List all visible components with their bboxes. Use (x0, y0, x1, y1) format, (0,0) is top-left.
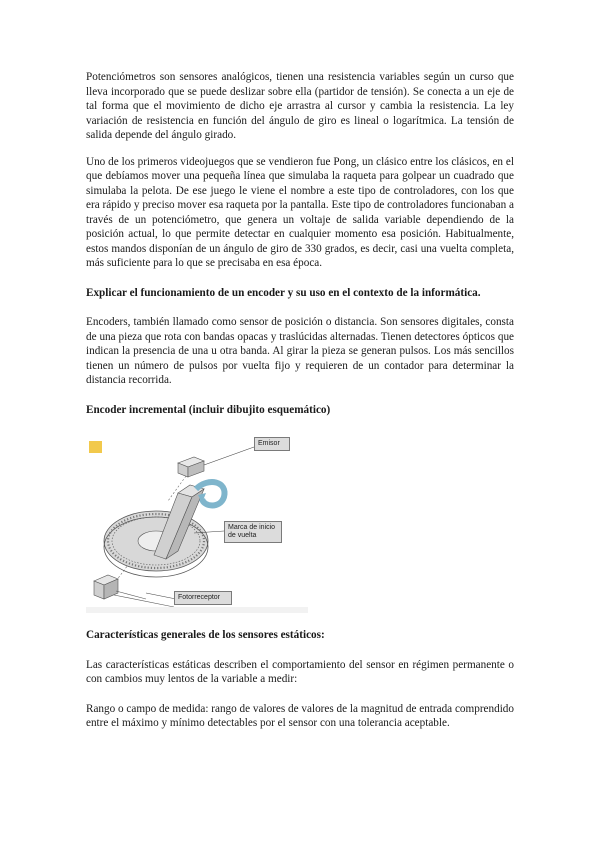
heading-caracteristicas: Características generales de los sensores estáticos: (86, 629, 325, 641)
encoder-diagram (86, 431, 308, 613)
photoreceptor-block (94, 575, 118, 599)
paragraph-rango: Rango o campo de medida: rango de valores de valores de la magnitud de entrada comprendido entre el máximo y mínimo detectables por el sensor con una tolerancia aceptable. (86, 702, 514, 729)
label-fotorreceptor: Fotorreceptor (174, 591, 232, 605)
marker-square (89, 441, 102, 453)
paragraph-pong: Uno de los primeros videojuegos que se vendieron fue Pong, un clásico entre los clásicos, en el que debíamos mover una pequeña línea que simulaba la raqueta para golpear un cuadrado que simulaba la pelota. De ese juego le viene el nombre a este tipo de controladores, con los que era rápido y preciso mover esa raqueta por la pantalla. Este tipo de controladores funcionaban a través de un potenciómetro, que genera un voltaje de salida variable dependiendo de la posición actual, lo que permite detectar en cualquier momento esa posición. Habitualmente, estos mandos disponían de un ángulo de giro de 330 grados, es decir, casi una vuelta completa, más suficiente para lo que se precisaba en esa época. (86, 155, 514, 269)
paragraph-potenciometros: Potenciómetros son sensores analógicos, tienen una resistencia variables según un curso que lleva incorporado que se puede deslizar sobre ella (partidor de tensión). Se conecta a un eje de tal forma que el movimiento de dicho eje arrastra al cursor y cambia la resistencia. La ley variación de resistencia en función del ángulo de giro es lineal o logarítmica. La tensión de salida depende del ángulo girado. (86, 71, 514, 141)
label-emisor: Emisor (254, 437, 290, 451)
paragraph-caracteristicas-estaticas: Las características estáticas describen el comportamiento del sensor en régimen permanente o con cambios muy lentos de la variable a medir: (86, 658, 514, 685)
heading-encoder-incremental: Encoder incremental (incluir dibujito esquemático) (86, 403, 331, 416)
label-marca-inicio: Marca de inicio de vuelta (224, 521, 282, 543)
document-page (86, 70, 514, 731)
heading-encoder-question: Explicar el funcionamiento de un encoder y su uso en el contexto de la informática. (86, 286, 481, 299)
encoder-disk (104, 511, 208, 577)
emitter-lamp (178, 457, 204, 477)
paragraph-encoders: Encoders, también llamado como sensor de posición o distancia. Son sensores digitales, consta de una pieza que rota con bandas opacas y traslúcidas alternadas. Tienen detectores ópticos que indican la presencia de una u otra banda. Al girar la pieza se generan pulsos. Los más sencillos tienen un número de pulsos por vuelta fijo y requieren de un contador para determinar la distancia recorrida. (86, 316, 514, 386)
